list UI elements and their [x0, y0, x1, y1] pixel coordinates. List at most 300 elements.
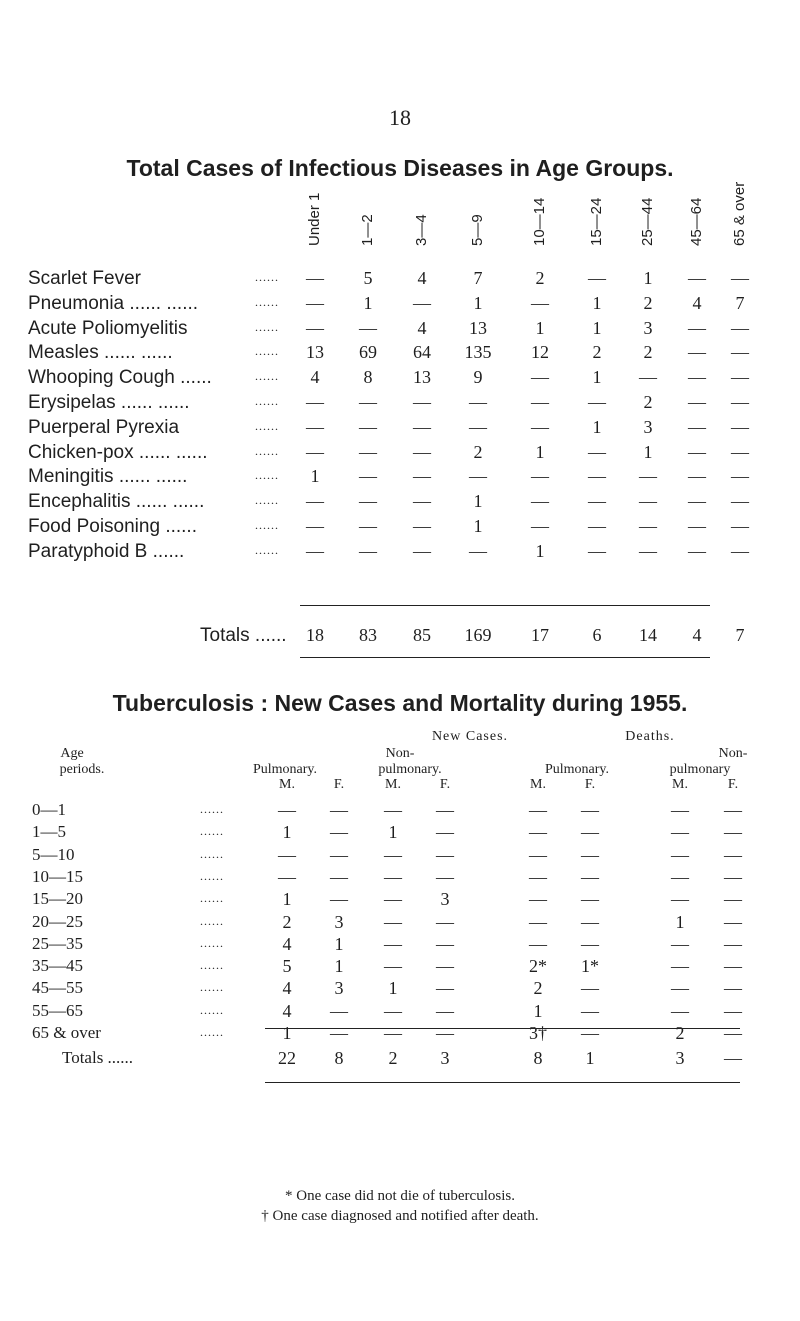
table1-cell: 1	[473, 292, 483, 313]
table2-cell: —	[529, 800, 547, 820]
table1-cell: —	[359, 491, 377, 512]
table2-cell: —	[436, 822, 454, 843]
disease-name: Meningitis ...... ......	[28, 466, 188, 488]
table1-total-cell: 6	[592, 625, 602, 645]
table2-cell: —	[330, 866, 348, 887]
table2-cell: —	[529, 844, 547, 865]
table2-cell: —	[436, 800, 454, 820]
table1-cell: —	[531, 491, 549, 512]
table2-total-cell: 22	[278, 1048, 296, 1068]
table2-cell: —	[581, 933, 599, 954]
table2-cell: —	[581, 889, 599, 910]
table2-cell: —	[529, 866, 547, 887]
table2-total-cell: —	[724, 1048, 742, 1068]
row-leader: ......	[255, 270, 279, 284]
table1-cell: —	[359, 392, 377, 412]
table1-cell: 1	[592, 416, 602, 437]
table2-cell: 2*	[529, 956, 547, 977]
new-nonpulmonary-header-1: Non-	[385, 746, 415, 761]
table2-cell: 1	[282, 1023, 292, 1043]
table2-cell: —	[581, 1023, 599, 1043]
table1-cell: 1	[310, 466, 320, 487]
table2-cell: —	[330, 844, 348, 865]
table1-cell: 5	[363, 268, 373, 288]
table1-cell: 1	[643, 441, 653, 462]
table1-cell: —	[306, 268, 324, 288]
table1-cell: —	[588, 268, 606, 288]
table1-cell: —	[588, 392, 606, 412]
table2-cell: —	[581, 978, 599, 999]
table2-cell: —	[330, 822, 348, 843]
table1-cell: 13	[413, 367, 431, 388]
table1-cell: 69	[359, 342, 377, 363]
table1-cell: 135	[464, 342, 492, 363]
table2-cell: 4	[282, 1000, 292, 1021]
table1-cell: —	[731, 540, 749, 561]
table1-col-header: 45—64	[688, 197, 705, 246]
table1-total-cell: 4	[692, 625, 702, 645]
table2-totals-top-rule	[265, 1028, 740, 1029]
table2-cell: —	[724, 889, 742, 910]
table1-totals-bottom-rule	[300, 657, 710, 658]
table1-col-header: 25—44	[639, 197, 656, 246]
table2-cell: —	[384, 956, 402, 977]
table1-cell: —	[531, 392, 549, 412]
table2-cell: —	[436, 1023, 454, 1043]
table1-cell: —	[413, 416, 431, 437]
table2-cell: 3	[440, 889, 450, 910]
age-period: 20—25	[32, 911, 83, 931]
table1-cell: —	[359, 540, 377, 561]
table2-totals-label: Totals ......	[62, 1048, 134, 1067]
table1-cell: —	[306, 491, 324, 512]
row-leader: ......	[200, 935, 224, 950]
table1-cell: —	[531, 466, 549, 487]
disease-name: Paratyphoid B ......	[28, 540, 185, 562]
table1-cell: 1	[473, 516, 483, 536]
row-leader: ......	[255, 369, 279, 384]
table1-col-header: 65 & over	[731, 181, 748, 246]
table2-cell: —	[671, 1000, 689, 1021]
table1-row	[0, 392, 800, 418]
table2-cell: 4	[282, 978, 292, 999]
table2-cell: 2	[675, 1023, 685, 1043]
row-leader: ......	[255, 319, 279, 334]
table1-cell: 4	[310, 367, 320, 388]
table2-cell: —	[671, 889, 689, 910]
table1-cell: —	[731, 466, 749, 487]
table2-cell: —	[436, 911, 454, 932]
table1-cell: 7	[473, 268, 483, 288]
age-period: 45—55	[32, 978, 83, 998]
table2-cell: 1	[282, 889, 292, 910]
table1-col-header: 3—4	[413, 214, 430, 246]
table1-cell: 1	[535, 540, 545, 561]
row-leader: ......	[200, 1002, 224, 1017]
age-period: 15—20	[32, 889, 83, 909]
table1-totals-label: Totals ......	[200, 625, 287, 646]
death-pulmonary-header: Pulmonary.	[544, 762, 610, 777]
table1-cell: —	[688, 516, 706, 536]
table2-cell: —	[724, 822, 742, 843]
table1-cell: —	[306, 317, 324, 338]
footnote-1: * One case did not die of tuberculosis.	[285, 1188, 515, 1204]
page-number: 18	[389, 105, 411, 130]
table2-cell: 3†	[529, 1023, 547, 1043]
table1-cell: —	[469, 392, 487, 412]
table2-cell: —	[384, 800, 402, 820]
table1-cell: —	[306, 441, 324, 462]
table1-cell: —	[588, 466, 606, 487]
row-leader: ......	[255, 518, 279, 532]
table2-cell: —	[671, 800, 689, 820]
table2-cell: —	[384, 1000, 402, 1021]
table1-cell: —	[413, 540, 431, 561]
table1-cell: 3	[643, 416, 653, 437]
sex-label: M.	[530, 777, 546, 792]
table2-total-cell: 8	[533, 1048, 543, 1068]
disease-name: Measles ...... ......	[28, 342, 173, 364]
table2-cell: —	[581, 866, 599, 887]
row-leader: ......	[200, 891, 224, 906]
table2-cell: 1	[533, 1000, 543, 1021]
row-leader: ......	[255, 468, 279, 483]
age-period: 0—1	[32, 800, 66, 819]
disease-name: Pneumonia ...... ......	[28, 292, 199, 314]
table2-cell: —	[330, 1000, 348, 1021]
age-period: 10—15	[32, 866, 83, 886]
table2-cell: —	[581, 800, 599, 820]
table1-col-header: 10—14	[531, 197, 548, 246]
table1-cell: 4	[417, 268, 427, 288]
table2-cell: —	[671, 844, 689, 865]
table1-row	[0, 516, 800, 542]
table1-cell: 1	[535, 441, 545, 462]
table2-total-cell: 3	[675, 1048, 685, 1068]
new-nonpulmonary-header-2: pulmonary.	[378, 762, 442, 777]
table1-cell: —	[306, 392, 324, 412]
table1-cell: —	[731, 392, 749, 412]
table2-cell: —	[384, 911, 402, 932]
table2-cell: —	[529, 911, 547, 932]
table2-cell: —	[436, 1000, 454, 1021]
table1-cell: 2	[643, 392, 653, 412]
table2-total-cell: 1	[585, 1048, 595, 1068]
table1-cell: 13	[306, 342, 324, 363]
table1-total-cell: 85	[413, 625, 431, 645]
table1-cell: —	[588, 516, 606, 536]
row-leader: ......	[200, 1025, 224, 1039]
table2-total-cell: 3	[440, 1048, 450, 1068]
table2-cell: —	[581, 822, 599, 843]
table1-cell: —	[688, 317, 706, 338]
table2-cell: —	[529, 889, 547, 910]
table1-row	[0, 466, 800, 492]
death-nonpulmonary-header-1: Non-	[718, 746, 748, 761]
table1-cell: 7	[735, 292, 745, 313]
table2-cell: —	[724, 1000, 742, 1021]
table1-cell: —	[639, 540, 657, 561]
disease-name: Whooping Cough ......	[28, 367, 212, 389]
row-leader: ......	[200, 980, 224, 995]
table1-title: Total Cases of Infectious Diseases in Age Groups.	[126, 155, 674, 181]
disease-name: Encephalitis ...... ......	[28, 491, 205, 513]
table1-row	[0, 268, 800, 294]
table1-cell: 1	[473, 491, 483, 512]
table1-cell: 2	[643, 292, 653, 313]
table1-cell: —	[688, 342, 706, 363]
table2-cell: —	[671, 978, 689, 999]
age-period: 65 & over	[32, 1023, 101, 1042]
table1-cell: —	[531, 416, 549, 437]
new-pulmonary-header: Pulmonary.	[252, 762, 318, 777]
table1-cell: —	[731, 491, 749, 512]
table1-cell: —	[731, 416, 749, 437]
table1-cell: —	[688, 392, 706, 412]
row-leader: ......	[255, 493, 279, 508]
table1-cell: —	[469, 416, 487, 437]
table1-cell: —	[688, 441, 706, 462]
row-leader: ......	[255, 542, 279, 557]
table1-cell: —	[306, 540, 324, 561]
table1-cell: —	[639, 367, 657, 388]
table1-cell: —	[688, 416, 706, 437]
table2-title: Tuberculosis : New Cases and Mortality during 1955.	[112, 690, 688, 716]
table1-cell: —	[531, 516, 549, 536]
table1-cell: —	[413, 466, 431, 487]
table2-cell: —	[436, 844, 454, 865]
death-nonpulmonary-header-2: pulmonary	[669, 762, 731, 777]
table2-cell: 3	[334, 911, 344, 932]
table1-cell: —	[359, 317, 377, 338]
table1-cell: —	[413, 292, 431, 313]
disease-name: Food Poisoning ......	[28, 516, 197, 537]
table1-cell: 1	[592, 292, 602, 313]
table2-cell: —	[581, 911, 599, 932]
table1-row	[0, 342, 800, 368]
table2-cell: —	[384, 933, 402, 954]
table1-row	[0, 417, 800, 443]
table2-cell: —	[384, 1023, 402, 1043]
table2-cell: 5	[282, 956, 292, 977]
sex-label: F.	[333, 777, 345, 792]
table1-cell: 8	[363, 367, 373, 388]
row-leader: ......	[255, 443, 279, 458]
table1-cell: —	[688, 466, 706, 487]
table2-total-cell: 8	[334, 1048, 344, 1068]
table2-cell: —	[436, 933, 454, 954]
table2-cell: —	[436, 866, 454, 887]
footnote-2: † One case diagnosed and notified after death.	[261, 1208, 539, 1224]
sex-label: F.	[584, 777, 596, 792]
table1-total-cell: 14	[639, 625, 657, 645]
table1-cell: 64	[413, 342, 431, 363]
table2-cell: 2	[533, 978, 543, 999]
table1-cell: —	[688, 540, 706, 561]
table1-cell: 1	[535, 317, 545, 338]
table1-cell: —	[359, 441, 377, 462]
table1-cell: 3	[643, 317, 653, 338]
table1-cell: —	[639, 466, 657, 487]
table1-cell: 9	[473, 367, 483, 388]
table1-total-cell: 18	[306, 625, 324, 645]
table1-row	[0, 318, 800, 344]
table2-cell: 4	[282, 933, 292, 954]
table2-cell: 1	[334, 956, 344, 977]
table1-total-cell: 7	[735, 625, 745, 645]
table1-cell: —	[731, 317, 749, 338]
table2-cell: —	[278, 800, 296, 820]
age-period: 5—10	[32, 844, 75, 864]
row-leader: ......	[255, 344, 279, 359]
row-leader: ......	[200, 868, 224, 883]
table2-cell: —	[671, 956, 689, 977]
table2-cell: —	[724, 933, 742, 954]
table1-cell: —	[531, 367, 549, 388]
row-leader: ......	[255, 294, 279, 309]
table2-total-cell: 2	[388, 1048, 398, 1068]
table1-cell: —	[639, 491, 657, 512]
table2-cell: —	[724, 956, 742, 977]
table1-row	[0, 541, 800, 567]
sex-label: M.	[385, 777, 401, 792]
table2-cell: —	[529, 933, 547, 954]
table1-cell: 1	[592, 317, 602, 338]
table1-row	[0, 367, 800, 393]
table1-cell: 2	[473, 441, 483, 462]
sex-label: M.	[279, 777, 295, 792]
table1-cell: 2	[535, 268, 545, 288]
table1-cell: —	[306, 516, 324, 536]
table1-cell: —	[731, 516, 749, 536]
table2-cell: —	[330, 889, 348, 910]
table1-col-header: 1—2	[359, 214, 376, 246]
table2-cell: —	[724, 866, 742, 887]
table2-cell: —	[724, 1023, 742, 1043]
table2-cell: —	[724, 844, 742, 865]
table2-cell: 1	[388, 978, 398, 999]
table1-cell: —	[688, 491, 706, 512]
table1-cell: 12	[531, 342, 549, 363]
table1-total-cell: 83	[359, 625, 377, 645]
table2-cell: 1	[388, 822, 398, 843]
sex-label: M.	[672, 777, 688, 792]
table1-cell: 1	[363, 292, 373, 313]
table1-cell: —	[306, 416, 324, 437]
age-header-2: periods.	[59, 762, 105, 777]
table1-cell: 13	[469, 317, 487, 338]
table2-totals-row	[0, 1048, 800, 1076]
table2-cell: —	[529, 822, 547, 843]
table2-cell: —	[278, 866, 296, 887]
table2-cell: —	[581, 1000, 599, 1021]
new-cases-heading: New Cases.	[431, 729, 509, 744]
row-leader: ......	[200, 824, 224, 839]
table1-cell: —	[469, 540, 487, 561]
table2-cell: 2	[282, 911, 292, 932]
table1-row	[0, 491, 800, 517]
table1-cell: —	[413, 491, 431, 512]
table1-cell: —	[359, 416, 377, 437]
age-period: 55—65	[32, 1000, 83, 1020]
table2-cell: —	[724, 800, 742, 820]
table2-cell: —	[671, 866, 689, 887]
table1-cell: —	[688, 268, 706, 288]
table2-cell: 1	[334, 933, 344, 954]
table1-cell: 2	[643, 342, 653, 363]
table2-cell: 3	[334, 978, 344, 999]
table1-total-cell: 17	[531, 625, 549, 645]
age-period: 35—45	[32, 956, 83, 976]
table1-cell: —	[469, 466, 487, 487]
disease-name: Acute Poliomyelitis	[28, 317, 188, 339]
table1-cell: —	[731, 342, 749, 363]
table1-cell: 4	[417, 317, 427, 338]
table1-col-header: 5—9	[469, 214, 486, 246]
row-leader: ......	[200, 958, 224, 973]
table1-cell: —	[731, 268, 749, 288]
disease-name: Erysipelas ...... ......	[28, 392, 190, 413]
table1-cell: —	[413, 392, 431, 412]
sex-label: F.	[727, 777, 739, 792]
sex-label: F.	[439, 777, 451, 792]
age-period: 25—35	[32, 933, 83, 953]
disease-name: Scarlet Fever	[28, 268, 141, 289]
table1-cell: —	[731, 367, 749, 388]
table2-cell: —	[436, 978, 454, 999]
table1-cell: 1	[643, 268, 653, 288]
row-leader: ......	[200, 913, 224, 928]
table2-cell: —	[384, 889, 402, 910]
table1-cell: —	[306, 292, 324, 313]
table2-cell: —	[581, 844, 599, 865]
disease-name: Chicken-pox ...... ......	[28, 441, 208, 463]
table2-totals-bottom-rule	[265, 1082, 740, 1083]
row-leader: ......	[200, 802, 224, 816]
table1-col-header: Under 1	[306, 192, 323, 246]
row-leader: ......	[255, 418, 279, 433]
table2-cell: —	[330, 800, 348, 820]
table1-row	[0, 293, 800, 319]
deaths-heading: Deaths.	[625, 729, 675, 744]
table1-totals-top-rule	[300, 605, 710, 606]
table2-cell: —	[436, 956, 454, 977]
table2-cell: —	[278, 844, 296, 865]
table2-cell: —	[671, 933, 689, 954]
disease-name: Puerperal Pyrexia	[28, 416, 180, 438]
table1-cell: —	[588, 441, 606, 462]
table2-cell: —	[330, 1023, 348, 1043]
table2-cell: 1*	[581, 956, 599, 977]
table2-cell: —	[671, 822, 689, 843]
row-leader: ......	[255, 394, 279, 408]
table2-cell: 1	[282, 822, 292, 843]
table1-cell: 1	[592, 367, 602, 388]
age-header-1: Age	[60, 746, 84, 761]
table2-cell: —	[384, 866, 402, 887]
table1-cell: —	[359, 466, 377, 487]
table1-cell: —	[639, 516, 657, 536]
table1-cell: —	[588, 491, 606, 512]
table2-cell: —	[384, 844, 402, 865]
table1-total-cell: 169	[464, 625, 492, 645]
table1-cell: 2	[592, 342, 602, 363]
row-leader: ......	[200, 846, 224, 861]
table1-totals-row	[0, 625, 800, 651]
table1-cell: —	[688, 367, 706, 388]
table2-cell: —	[724, 978, 742, 999]
table1-cell: —	[413, 441, 431, 462]
